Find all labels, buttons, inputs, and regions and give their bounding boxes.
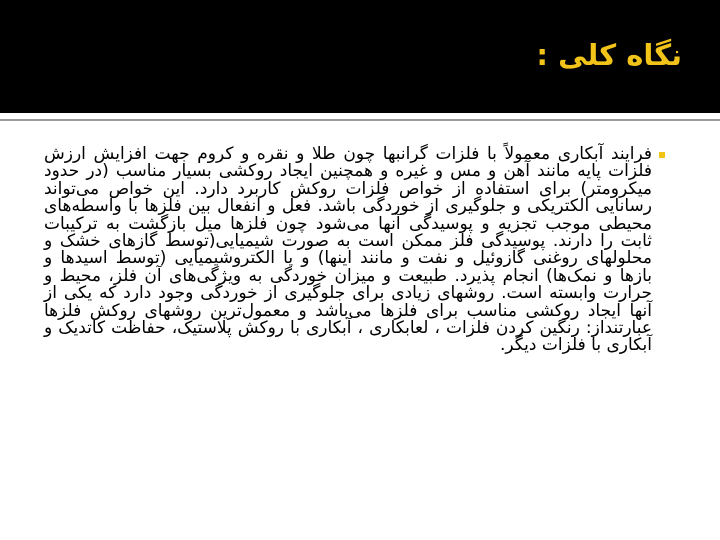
title-bar xyxy=(0,0,720,113)
title-divider xyxy=(0,119,720,121)
slide-title: نگاه کلی : xyxy=(536,38,682,72)
bullet-square-icon xyxy=(659,152,665,158)
bullet-paragraph: فرایند آبکاری معمولاً با فلزات گرانبها چون طلا و نقره و کروم جهت افزایش ارزش فلزات پایه مانند آهن و مس و غیره و همچنین ایجاد روکشی بسیار مناسب (در حدود میکرومتر) برای استفاده از خواص فلزات روکش کاربرد دارد. این خواص می‌تواند رسانایی الکتریکی و جلوگیری از خوردگی باشد. فعل و انفعال بین فلزها با واسطه‌های محیطی موجب تجزیه و پوسیدگی آنها می‌شود چون فلزها میل بازگشت به ترکیبات ثابت را دارند. پوسیدگی فلز ممکن است به صورت شیمیایی(توسط گازهای خشک و محلولهای روغنی گازوئیل و نفت و مانند اینها) و یا الکتروشیمیایی (توسط اسیدها و بازها و نمک‌ها) انجام پذیرد. طبیعت و میزان خوردگی به ویژگی‌های آن فلز، محیط و حرارت وابسته است. روشهای زیادی برای جلوگیری از خوردگی وجود دارد که یکی از آنها ایجاد روکشی مناسب برای فلزها می‌باشد و معمول‌ترین روشهای روکش فلزها عبارتنداز: رنگین کردن فلزات ، لعابکاری ، آبکاری با روکش پلاستیک، حفاظت کاتدیک و آبکاری با فلزات دیگر. xyxy=(44,144,652,356)
